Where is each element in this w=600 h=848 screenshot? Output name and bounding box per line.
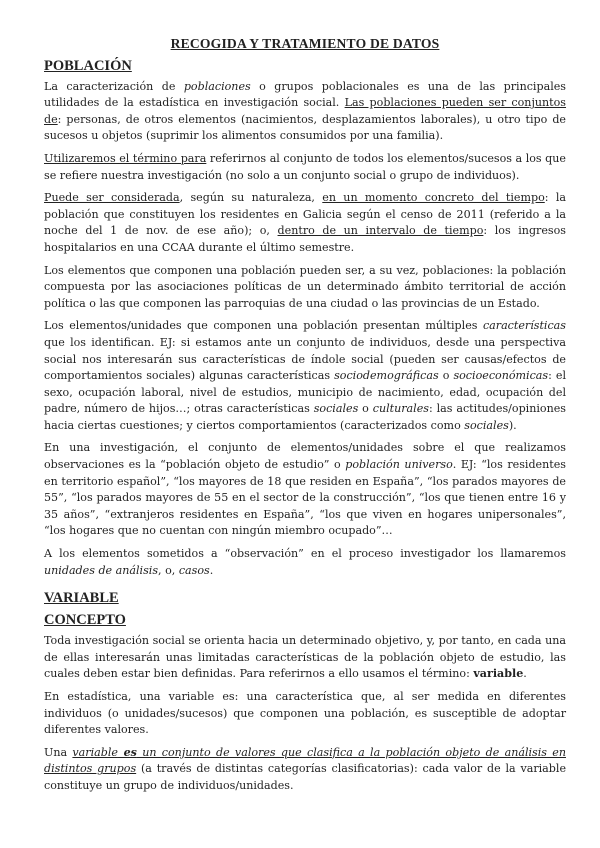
paragraph: En una investigación, el conjunto de elementos/unidades sobre el que realizamos observaciones es la “población objeto de estudio” o población universo. EJ: “los residentes en territorio español”, “los mayores de 18 que residen en España”, “los parados mayores de 55”, “los parados mayores de 55 en el sector de la construcción”, “los que tienen entre 16 y 35 años”, “extranjeros residentes en España”, “los que viven en hogares unipersonales”, “los hogares que no cuentan con ningún miembro ocupado”… xyxy=(44,441,566,538)
paragraph: A los elementos sometidos a “observación” en el proceso investigador los llamaremos unidades de análisis, o, casos. xyxy=(44,547,566,577)
document-page xyxy=(44,36,566,801)
paragraph: Los elementos/unidades que componen una población presentan múltiples características que los identifican. EJ: si estamos ante un conjunto de individuos, desde una perspectiva social nos interesarán sus características de índole social (pueden ser causas/efectos de comportamientos sociales) algunas características sociodemográficas o socioeconómicas: el sexo, ocupación laboral, nivel de estudios, municipio de nacimiento, edad, ocupación del padre, número de hijos…; otras características sociales o culturales: las actitudes/opiniones hacia ciertas cuestiones; y ciertos comportamientos (caracterizados como sociales). xyxy=(44,319,567,432)
paragraph: Una variable es un conjunto de valores que clasifica a la población objeto de análisis en distintos grupos (a través de distintas categorías clasificatorias): cada valor de la variable constituye un grupo de individuos/unidades. xyxy=(44,745,567,792)
paragraph: Los elementos que componen una población pueden ser, a su vez, poblaciones: la población compuesta por las asociaciones políticas de un determinado ámbito territorial de acción política o las que componen las parroquias de una ciudad o las provincias de un Estado. xyxy=(44,263,566,310)
text-run: sociales xyxy=(464,418,509,432)
text-run: variable xyxy=(72,745,118,759)
section-heading-variable: VARIABLE xyxy=(44,590,119,607)
paragraph: La caracterización de poblaciones o grupos poblacionales es una de las principales utilidades de la estadística en investigación social. Las poblaciones pueden ser conjuntos de: personas, de otros elementos (nacimientos, desplazamientos laborales), u otro tipo de sucesos u objetos (suprimir los alimentos consumidos por una familia). xyxy=(44,79,567,143)
text-run: casos xyxy=(178,563,210,577)
paragraph: Utilizaremos el término para referirnos al conjunto de todos los elementos/sucesos a los que se refiere nuestra investigación (no solo a un conjunto social o grupo de individuos). xyxy=(44,151,566,182)
text-run: sociales xyxy=(313,402,359,416)
text-run: sociodemográficas xyxy=(334,369,439,383)
paragraph: En estadística, una variable es: una característica que, al ser medida en diferentes individuos (o unidades/sucesos) que componen una población, es susceptible de adoptar diferentes valores. xyxy=(44,690,566,737)
text-run: dentro de un intervalo de tiempo xyxy=(277,224,484,238)
text-run: es xyxy=(117,745,137,759)
paragraph: Puede ser considerada, según su naturaleza, en un momento concreto del tiempo: la población que constituyen los residentes en Galicia según el censo de 2011 (referido a la noche del 1 de nov. de ese año); o, dentro de un intervalo de tiempo: los ingresos hospitalarios en una CCAA durante el último semestre. xyxy=(44,191,566,254)
subheading-concepto: CONCEPTO xyxy=(44,612,126,629)
paragraph: Toda investigación social se orienta hacia un determinado objetivo, y, por tanto, en cada una de ellas interesarán unas limitadas características de la población objeto de estudio, las cuales deben estar bien definidas. Para referirnos a ello usamos el término: variable. xyxy=(44,634,566,681)
text-run: Las poblaciones pueden ser conjuntos de xyxy=(44,96,567,126)
text-run: Utilizaremos el término para xyxy=(44,151,207,165)
text-run: en un momento concreto del tiempo xyxy=(322,191,545,205)
text-run: un conjunto de valores que clasifica a la población objeto de análisis en distintos grupos xyxy=(44,745,566,776)
section-heading-poblacion: POBLACIÓN xyxy=(44,57,132,74)
text-run: unidades de análisis xyxy=(44,563,159,577)
text-run: poblaciones xyxy=(183,79,251,93)
text-run: culturales xyxy=(372,402,429,416)
text-run: socioeconómicas xyxy=(453,369,549,383)
text-run: características xyxy=(482,319,566,333)
text-run: población universo xyxy=(345,458,453,472)
document-title: RECOGIDA Y TRATAMIENTO DE DATOS xyxy=(170,36,440,51)
text-run: variable xyxy=(473,667,524,681)
text-run: Puede ser considerada xyxy=(44,191,180,205)
